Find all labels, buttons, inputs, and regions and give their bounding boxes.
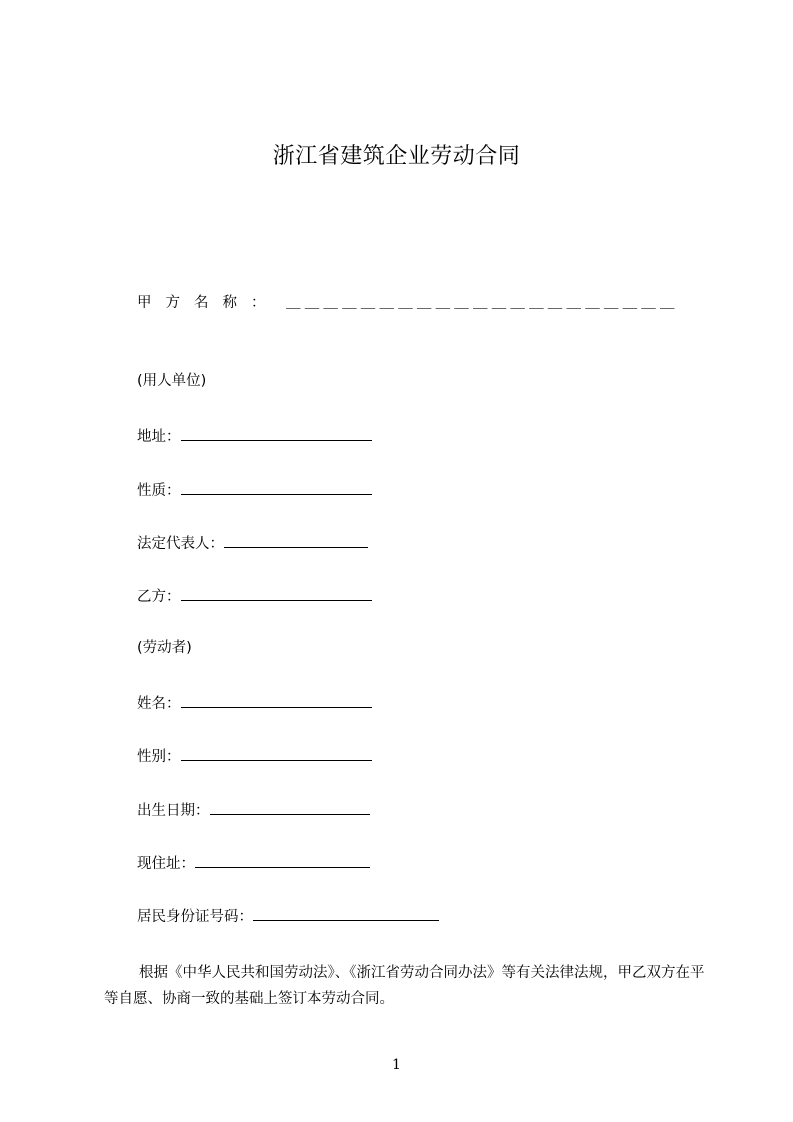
current-address-blank — [195, 852, 370, 868]
gender-label: 性别： — [137, 749, 181, 765]
nature-row — [137, 479, 372, 501]
legal-rep-label: 法定代表人： — [137, 536, 224, 552]
current-address-row — [137, 852, 370, 874]
page-number: 1 — [392, 1057, 401, 1073]
name-blank — [181, 692, 372, 708]
nature-blank — [181, 479, 372, 495]
gender-blank — [181, 745, 372, 761]
party-b-role-note: (劳动者) — [137, 640, 192, 656]
party-b-blank — [181, 585, 372, 601]
current-address-label: 现住址： — [137, 856, 195, 872]
birth-date-label: 出生日期： — [137, 803, 210, 819]
party-b-label: 乙方： — [137, 589, 181, 605]
name-label: 姓名： — [137, 696, 181, 712]
party-a-role-note: (用人单位) — [137, 373, 207, 389]
party-a-name-blank: ＿＿＿＿＿＿＿＿＿＿＿＿＿＿＿＿＿＿＿＿＿ — [286, 295, 679, 311]
gender-row — [137, 745, 372, 767]
id-number-blank — [253, 905, 439, 921]
legal-rep-blank — [224, 532, 368, 548]
id-number-label: 居民身份证号码： — [137, 909, 253, 925]
address-blank — [181, 425, 372, 441]
address-label: 地址： — [137, 429, 181, 445]
party-a-name-label: 甲方名称： — [137, 295, 280, 311]
party-a-name-row — [137, 293, 280, 313]
address-row — [137, 425, 372, 447]
id-number-row — [137, 905, 439, 927]
name-row — [137, 692, 372, 714]
document-title: 浙江省建筑企业劳动合同 — [272, 144, 521, 169]
party-b-row — [137, 585, 372, 607]
birth-date-row — [137, 799, 370, 821]
nature-label: 性质： — [137, 483, 181, 499]
preamble-paragraph: 根据《中华人民共和国劳动法》、《浙江省劳动合同办法》等有关法律法规，甲乙双方在平等自愿、协商一致的基础上签订本劳动合同。 — [104, 965, 705, 1007]
birth-date-blank — [210, 799, 370, 815]
legal-rep-row — [137, 532, 368, 554]
